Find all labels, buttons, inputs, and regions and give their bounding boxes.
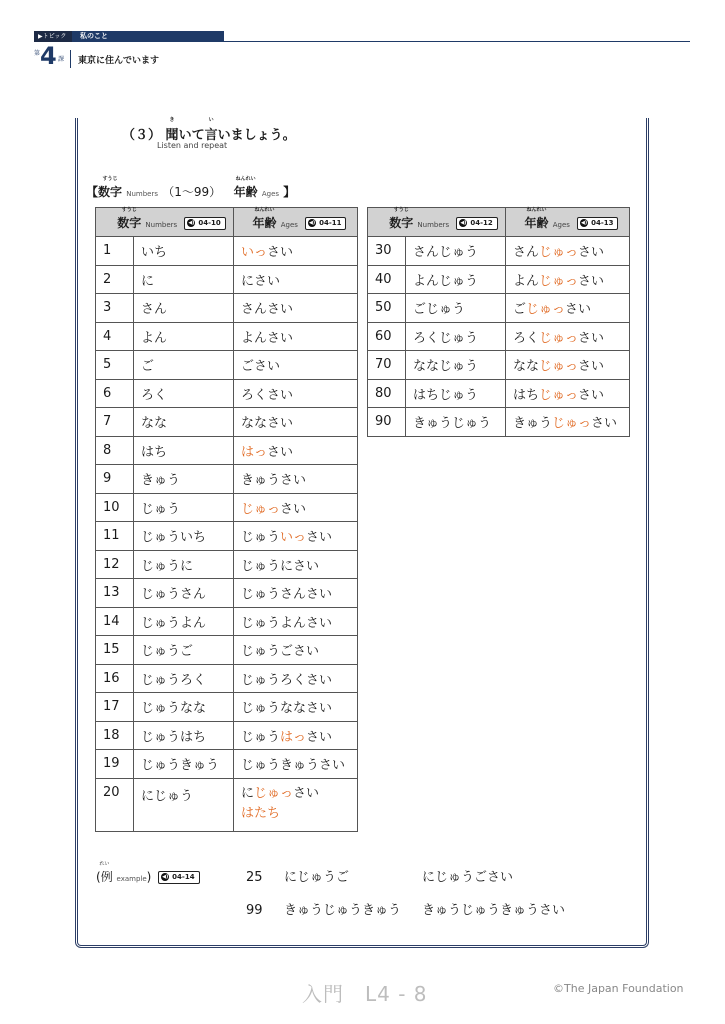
age-cell [506, 351, 630, 380]
numbers-table-30-90 [367, 207, 630, 437]
age-highlight: はっ [241, 444, 268, 460]
table-row [368, 294, 630, 323]
label-numbers-en: Numbers [126, 190, 158, 198]
question-number: （３） [122, 128, 162, 143]
table-row [96, 750, 358, 779]
age-cell [234, 379, 358, 408]
label-ages: 年齢 [233, 185, 258, 199]
header-numbers-label: 数字 [117, 215, 142, 230]
kanji-kiku: 聞 [165, 128, 179, 143]
number-cell [96, 436, 134, 465]
header-numbers-en: Numbers [145, 220, 178, 229]
number-value: 12 [103, 556, 120, 572]
number-cell [96, 579, 134, 608]
age-text: に [241, 786, 255, 801]
number-cell [96, 237, 134, 266]
question-text-mid: いて [178, 128, 205, 143]
age-cell [506, 322, 630, 351]
audio-track: 04-10 [198, 218, 221, 227]
lesson-title: 東京に住んでいます [78, 56, 160, 66]
header-ages [506, 208, 630, 237]
age-cell [506, 408, 630, 437]
number-value: 50 [375, 300, 392, 316]
age-cell [234, 322, 358, 351]
number-value: 8 [103, 442, 112, 458]
lesson-number-value: 4 [40, 42, 57, 70]
table-row [96, 436, 358, 465]
audio-button[interactable] [184, 217, 225, 230]
reading-cell [134, 465, 234, 494]
age-text: じゅうにさい [241, 558, 320, 574]
age-text: じゅう [241, 729, 281, 745]
label-range: （1～99） [162, 185, 222, 199]
age-text: じゅう [241, 530, 281, 546]
number-value: 16 [103, 670, 120, 686]
age-text: はち [513, 387, 540, 403]
age-cell [234, 465, 358, 494]
age-highlight: じゅっ [241, 501, 281, 517]
age-text: ごさい [241, 359, 281, 375]
number-reading: じゅうなな [141, 701, 207, 717]
age-highlight: いっ [241, 245, 268, 261]
age-cell [234, 351, 358, 380]
number-cell [96, 721, 134, 750]
age-text: さい [306, 729, 333, 745]
number-cell [96, 778, 134, 831]
age-cell [506, 379, 630, 408]
speaker-icon: ◀) [309, 219, 316, 226]
table-row [96, 408, 358, 437]
example-age: にじゅうごさい [422, 870, 514, 885]
speaker-icon: ◀) [581, 219, 588, 226]
ruby-i: い [208, 117, 214, 123]
table-row [96, 607, 358, 636]
age-text: じゅうよんさい [241, 615, 333, 631]
age-cell [234, 579, 358, 608]
age-text: さい [578, 387, 605, 403]
age-text: ろくさい [241, 387, 294, 403]
table-row [96, 265, 358, 294]
audio-track: 04-13 [591, 218, 614, 227]
number-reading: じゅうよん [141, 615, 207, 631]
number-value: 60 [375, 328, 392, 344]
number-value: 2 [103, 271, 112, 287]
age-cell [234, 693, 358, 722]
age-text: さい [578, 273, 605, 289]
reading-cell [406, 351, 506, 380]
number-value: 20 [103, 784, 120, 800]
number-reading: はち [141, 444, 168, 460]
number-value: 13 [103, 585, 120, 601]
age-text: さい [306, 530, 333, 546]
number-value: 17 [103, 699, 120, 715]
number-cell [368, 379, 406, 408]
number-cell [368, 408, 406, 437]
number-reading: きゅうじゅう [413, 416, 492, 432]
header-ages-en: Ages [280, 220, 298, 229]
table-row [368, 351, 630, 380]
age-hatachi: はたち [241, 806, 281, 821]
reading-cell [134, 693, 234, 722]
table-row [96, 579, 358, 608]
number-cell [368, 294, 406, 323]
audio-track: 04-14 [172, 873, 195, 881]
number-reading: ななじゅう [413, 359, 479, 375]
example-kanji: 例 [100, 870, 113, 884]
table-row [96, 294, 358, 323]
age-text: さい [293, 786, 320, 801]
reading-cell [134, 636, 234, 665]
header-ages-label: 年齢 [252, 215, 277, 230]
reading-cell [134, 379, 234, 408]
speaker-icon: ◀) [188, 219, 195, 226]
kanji-iu: 言 [204, 128, 218, 143]
header-ages-label: 年齢 [524, 215, 549, 230]
reading-cell [134, 265, 234, 294]
table-row [96, 493, 358, 522]
age-text: じゅうきゅうさい [241, 758, 346, 774]
age-text: ななさい [241, 416, 294, 432]
age-highlight: じゅっ [539, 273, 579, 289]
number-cell [96, 408, 134, 437]
number-cell [96, 664, 134, 693]
reading-cell [134, 778, 234, 831]
number-reading: ろく [141, 387, 168, 403]
age-text: さい [578, 245, 605, 261]
age-text: さい [591, 416, 618, 432]
age-text: なな [513, 359, 540, 375]
number-value: 6 [103, 385, 112, 401]
speaker-icon: ◀) [162, 874, 169, 880]
table-row [96, 465, 358, 494]
number-reading: じゅうご [141, 644, 194, 660]
age-text: きゅうさい [241, 473, 307, 489]
table-row [368, 379, 630, 408]
reading-cell [134, 607, 234, 636]
age-cell [234, 436, 358, 465]
age-text: よん [513, 273, 540, 289]
number-cell [96, 379, 134, 408]
number-value: 40 [375, 271, 392, 287]
number-cell [368, 351, 406, 380]
table-row [96, 664, 358, 693]
question-text-end: いましょう。 [217, 128, 296, 143]
number-reading: じゅういち [141, 530, 207, 546]
reading-cell [406, 237, 506, 266]
number-cell [96, 265, 134, 294]
topic-title: 私のこと [72, 31, 224, 42]
number-reading: にじゅう [141, 788, 194, 804]
number-reading: なな [141, 416, 168, 432]
table-row [368, 237, 630, 266]
reading-cell [134, 522, 234, 551]
label-ages-en: Ages [261, 190, 280, 198]
header-ages [234, 208, 358, 237]
number-reading: きゅう [141, 473, 181, 489]
ruby-suuji: すうじ [393, 206, 409, 213]
table-row [96, 237, 358, 266]
age-highlight: じゅっ [526, 302, 566, 318]
number-reading: じゅうさん [141, 587, 207, 603]
number-value: 11 [103, 528, 120, 544]
example-number: 99 [246, 903, 263, 918]
age-text: にさい [241, 273, 281, 289]
age-cell [234, 522, 358, 551]
ruby-nenrei: ねんれい [526, 206, 547, 213]
age-text: よんさい [241, 330, 294, 346]
age-highlight: いっ [280, 530, 307, 546]
age-text: さい [267, 245, 294, 261]
age-highlight: じゅっ [539, 387, 579, 403]
age-text: さい [578, 359, 605, 375]
age-cell [234, 237, 358, 266]
reading-cell [406, 408, 506, 437]
age-cell [234, 408, 358, 437]
number-value: 15 [103, 642, 120, 658]
age-text: じゅうななさい [241, 701, 333, 717]
example-row [246, 899, 565, 918]
number-reading: じゅう [141, 501, 181, 517]
number-value: 19 [103, 756, 120, 772]
ruby-suuji: すうじ [121, 206, 137, 213]
number-cell [96, 522, 134, 551]
table-row [96, 351, 358, 380]
age-text: ご [513, 302, 527, 318]
number-value: 7 [103, 414, 112, 430]
number-value: 90 [375, 414, 392, 430]
header-numbers [96, 208, 234, 237]
reading-cell [406, 294, 506, 323]
topic-bar [34, 31, 690, 43]
example-number: 25 [246, 870, 263, 885]
lesson-pre: 第 [34, 50, 41, 57]
age-cell [234, 294, 358, 323]
number-value: 30 [375, 243, 392, 259]
reading-cell [134, 294, 234, 323]
age-text: さい [565, 302, 592, 318]
example-row [246, 866, 513, 885]
table-header [96, 208, 358, 237]
number-cell [96, 322, 134, 351]
age-highlight: じゅっ [552, 416, 592, 432]
age-text: じゅうごさい [241, 644, 320, 660]
reading-cell [134, 550, 234, 579]
age-highlight: はっ [280, 729, 307, 745]
example-age: きゅうじゅうきゅうさい [422, 903, 566, 918]
page-number: 入門 L4 - 8 [302, 982, 428, 1006]
reading-cell [134, 721, 234, 750]
number-reading: さん [141, 302, 168, 318]
age-highlight: じゅっ [254, 786, 294, 801]
age-highlight: じゅっ [539, 359, 579, 375]
reading-cell [134, 493, 234, 522]
age-cell [234, 778, 358, 831]
number-cell [368, 322, 406, 351]
table-row [96, 721, 358, 750]
table-row [96, 693, 358, 722]
copyright: ©The Japan Foundation [553, 982, 684, 995]
reading-cell [406, 322, 506, 351]
number-reading: さんじゅう [413, 245, 479, 261]
age-text: さんさい [241, 302, 294, 318]
table-row [96, 379, 358, 408]
number-value: 5 [103, 357, 112, 373]
audio-button[interactable] [158, 871, 199, 884]
number-reading: ろくじゅう [413, 330, 479, 346]
table-row [96, 522, 358, 551]
header-ages-en: Ages [552, 220, 570, 229]
reading-cell [134, 351, 234, 380]
age-cell [234, 750, 358, 779]
number-value: 9 [103, 471, 112, 487]
bracket-open: 【 [86, 185, 99, 199]
bracket-close: 】 [283, 185, 296, 199]
number-reading: じゅうきゅう [141, 758, 220, 774]
question-subtitle: Listen and repeat [157, 141, 228, 150]
number-reading: に [141, 273, 155, 289]
reading-cell [134, 579, 234, 608]
number-value: 18 [103, 727, 120, 743]
lesson-number [34, 42, 65, 70]
header-numbers [368, 208, 506, 237]
numbers-table-1-20 [95, 207, 358, 832]
example-reading: きゅうじゅうきゅう [284, 903, 402, 918]
number-value: 1 [103, 243, 112, 259]
audio-button[interactable] [305, 217, 346, 230]
example-en: example [116, 875, 147, 883]
example-label: れい (例 example) ◀) 04-14 [96, 868, 200, 885]
number-cell [96, 607, 134, 636]
ruby-nenrei: ねんれい [235, 176, 256, 182]
age-cell [506, 265, 630, 294]
number-cell [368, 237, 406, 266]
number-reading: よん [141, 330, 168, 346]
age-text: さい [280, 501, 307, 517]
number-cell [96, 750, 134, 779]
reading-cell [134, 750, 234, 779]
number-cell [96, 351, 134, 380]
audio-button[interactable] [577, 217, 618, 230]
reading-cell [134, 664, 234, 693]
number-cell [368, 265, 406, 294]
audio-track: 04-12 [470, 218, 493, 227]
number-cell [96, 465, 134, 494]
age-cell [234, 550, 358, 579]
example-reading: にじゅうご [284, 870, 350, 885]
header-numbers-en: Numbers [417, 220, 450, 229]
label-numbers: 数字 [98, 185, 123, 199]
reading-cell [406, 265, 506, 294]
age-cell [234, 721, 358, 750]
reading-cell [134, 322, 234, 351]
age-cell [234, 493, 358, 522]
number-reading: ご [141, 359, 155, 375]
table-row [96, 636, 358, 665]
reading-cell [134, 408, 234, 437]
table-row [368, 322, 630, 351]
table-row [96, 550, 358, 579]
number-cell [96, 493, 134, 522]
number-value: 4 [103, 328, 112, 344]
number-reading: じゅうに [141, 558, 194, 574]
age-cell [506, 237, 630, 266]
number-cell [96, 294, 134, 323]
audio-track: 04-11 [319, 218, 342, 227]
header-rule [224, 41, 690, 42]
number-cell [96, 636, 134, 665]
number-value: 3 [103, 300, 112, 316]
number-reading: いち [141, 245, 168, 261]
ruby-rei: れい [99, 861, 110, 867]
number-value: 14 [103, 613, 120, 629]
number-reading: じゅうはち [141, 729, 207, 745]
number-value: 10 [103, 499, 120, 515]
number-value: 80 [375, 385, 392, 401]
ruby-ki: き [169, 117, 175, 123]
age-cell [234, 636, 358, 665]
reading-cell [134, 436, 234, 465]
number-reading: じゅうろく [141, 672, 207, 688]
table-header [368, 208, 630, 237]
age-text: じゅうろくさい [241, 672, 333, 688]
reading-cell [134, 237, 234, 266]
age-highlight: じゅっ [539, 245, 579, 261]
number-reading: ごじゅう [413, 302, 466, 318]
age-cell [234, 664, 358, 693]
age-highlight: じゅっ [539, 330, 579, 346]
age-text: さい [578, 330, 605, 346]
topic-tag: ▶トピック [34, 31, 72, 42]
age-text: ろく [513, 330, 540, 346]
number-reading: はちじゅう [413, 387, 479, 403]
age-text: きゅう [513, 416, 553, 432]
header-numbers-label: 数字 [389, 215, 414, 230]
reading-cell [406, 379, 506, 408]
table-row [96, 322, 358, 351]
number-value: 70 [375, 357, 392, 373]
lesson-post: 課 [58, 56, 65, 63]
age-cell [506, 294, 630, 323]
age-text: さい [267, 444, 294, 460]
ruby-nenrei: ねんれい [254, 206, 275, 213]
table-row [368, 265, 630, 294]
age-cell [234, 265, 358, 294]
number-cell [96, 550, 134, 579]
ruby-suuji: すうじ [102, 176, 118, 182]
age-text: じゅうさんさい [241, 587, 333, 603]
number-cell [96, 693, 134, 722]
audio-button[interactable] [456, 217, 497, 230]
speaker-icon: ◀) [460, 219, 467, 226]
age-text: さん [513, 245, 540, 261]
age-cell [234, 607, 358, 636]
section-label [86, 176, 296, 200]
lesson-divider [70, 50, 71, 68]
number-reading: よんじゅう [413, 273, 479, 289]
table-row [96, 778, 358, 831]
table-row [368, 408, 630, 437]
